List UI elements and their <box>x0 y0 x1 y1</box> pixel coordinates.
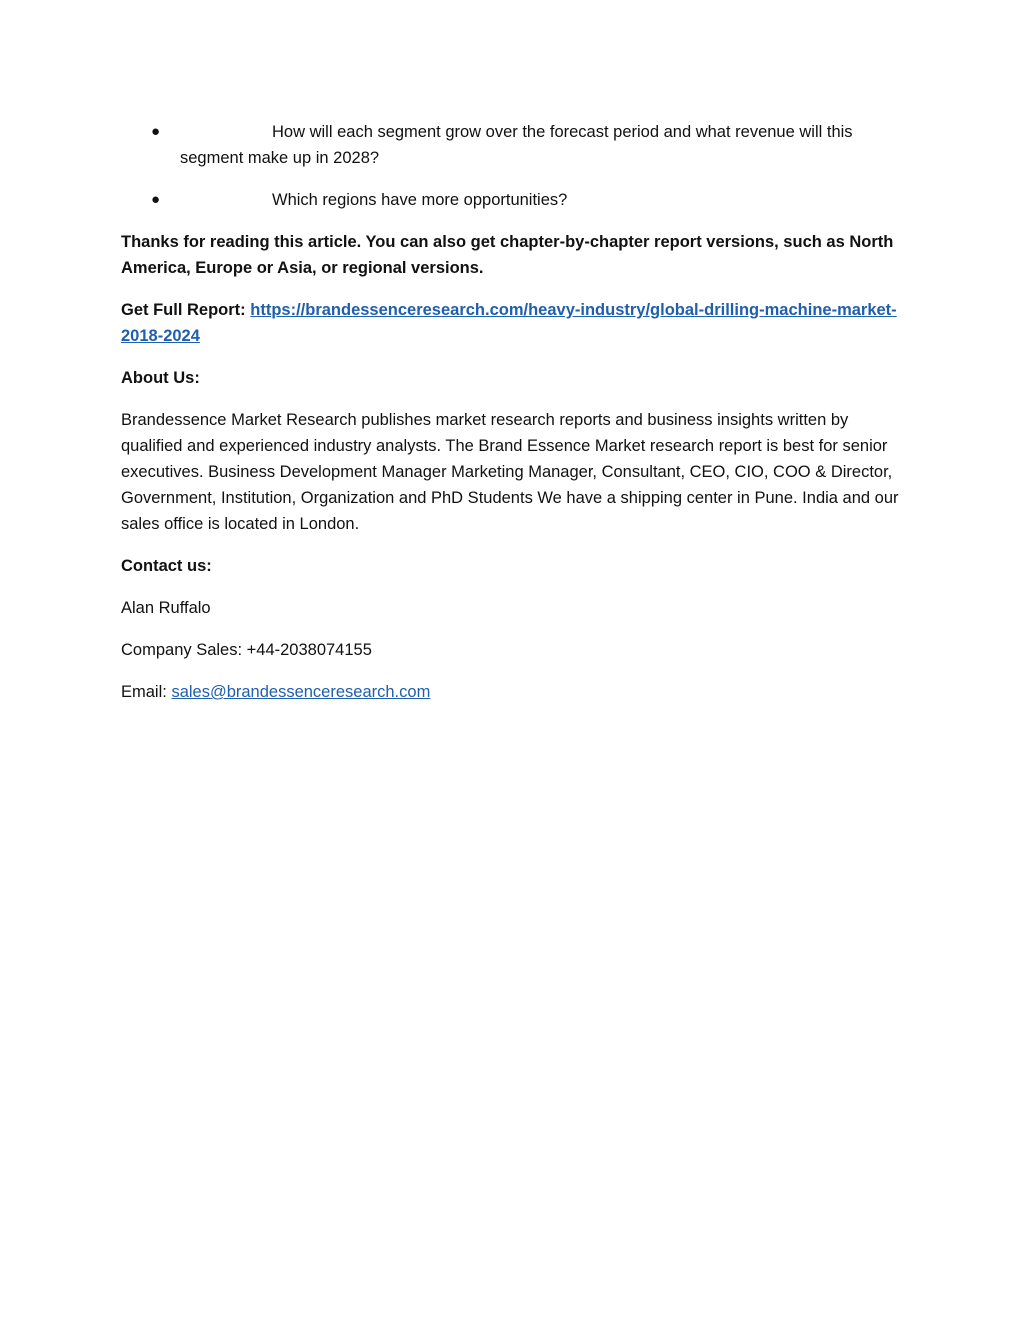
bullet-text: How will each segment grow over the forecast period and what revenue will this segment make up in 2028? <box>180 123 853 167</box>
about-body: Brandessence Market Research publishes market research reports and business insights written by qualified and experienced industry analysts. The Brand Essence Market research report is best for senior executives. Business Development Manager Marketing Manager, Consultant, CEO, CIO, COO & Director, Government, Institution, Organization and PhD Students We have a shipping center in Pune. India and our sales office is located in London. <box>121 411 899 533</box>
email-label: Email: <box>121 683 172 701</box>
contact-name: Alan Ruffalo <box>121 599 211 617</box>
document-content <box>121 119 911 721</box>
bullet-item <box>121 119 911 171</box>
full-report-link[interactable]: https://brandessenceresearch.com/heavy-industry/global-drilling-machine-market-2018-2024 <box>121 301 897 345</box>
contact-sales: Company Sales: +44-2038074155 <box>121 641 372 659</box>
full-report-label: Get Full Report: <box>121 301 251 319</box>
thanks-paragraph: Thanks for reading this article. You can also get chapter-by-chapter report versions, such as North America, Europe or Asia, or regional versions. <box>121 233 894 277</box>
email-link[interactable]: sales@brandessenceresearch.com <box>171 683 431 701</box>
contact-heading: Contact us: <box>121 557 212 575</box>
bullet-item <box>121 187 911 213</box>
bullet-text: Which regions have more opportunities? <box>272 191 568 209</box>
bullet-icon: ● <box>151 123 161 140</box>
full-report-paragraph <box>121 297 911 349</box>
about-heading: About Us: <box>121 369 200 387</box>
bullet-icon: ● <box>151 191 161 208</box>
contact-email-line <box>121 679 911 705</box>
